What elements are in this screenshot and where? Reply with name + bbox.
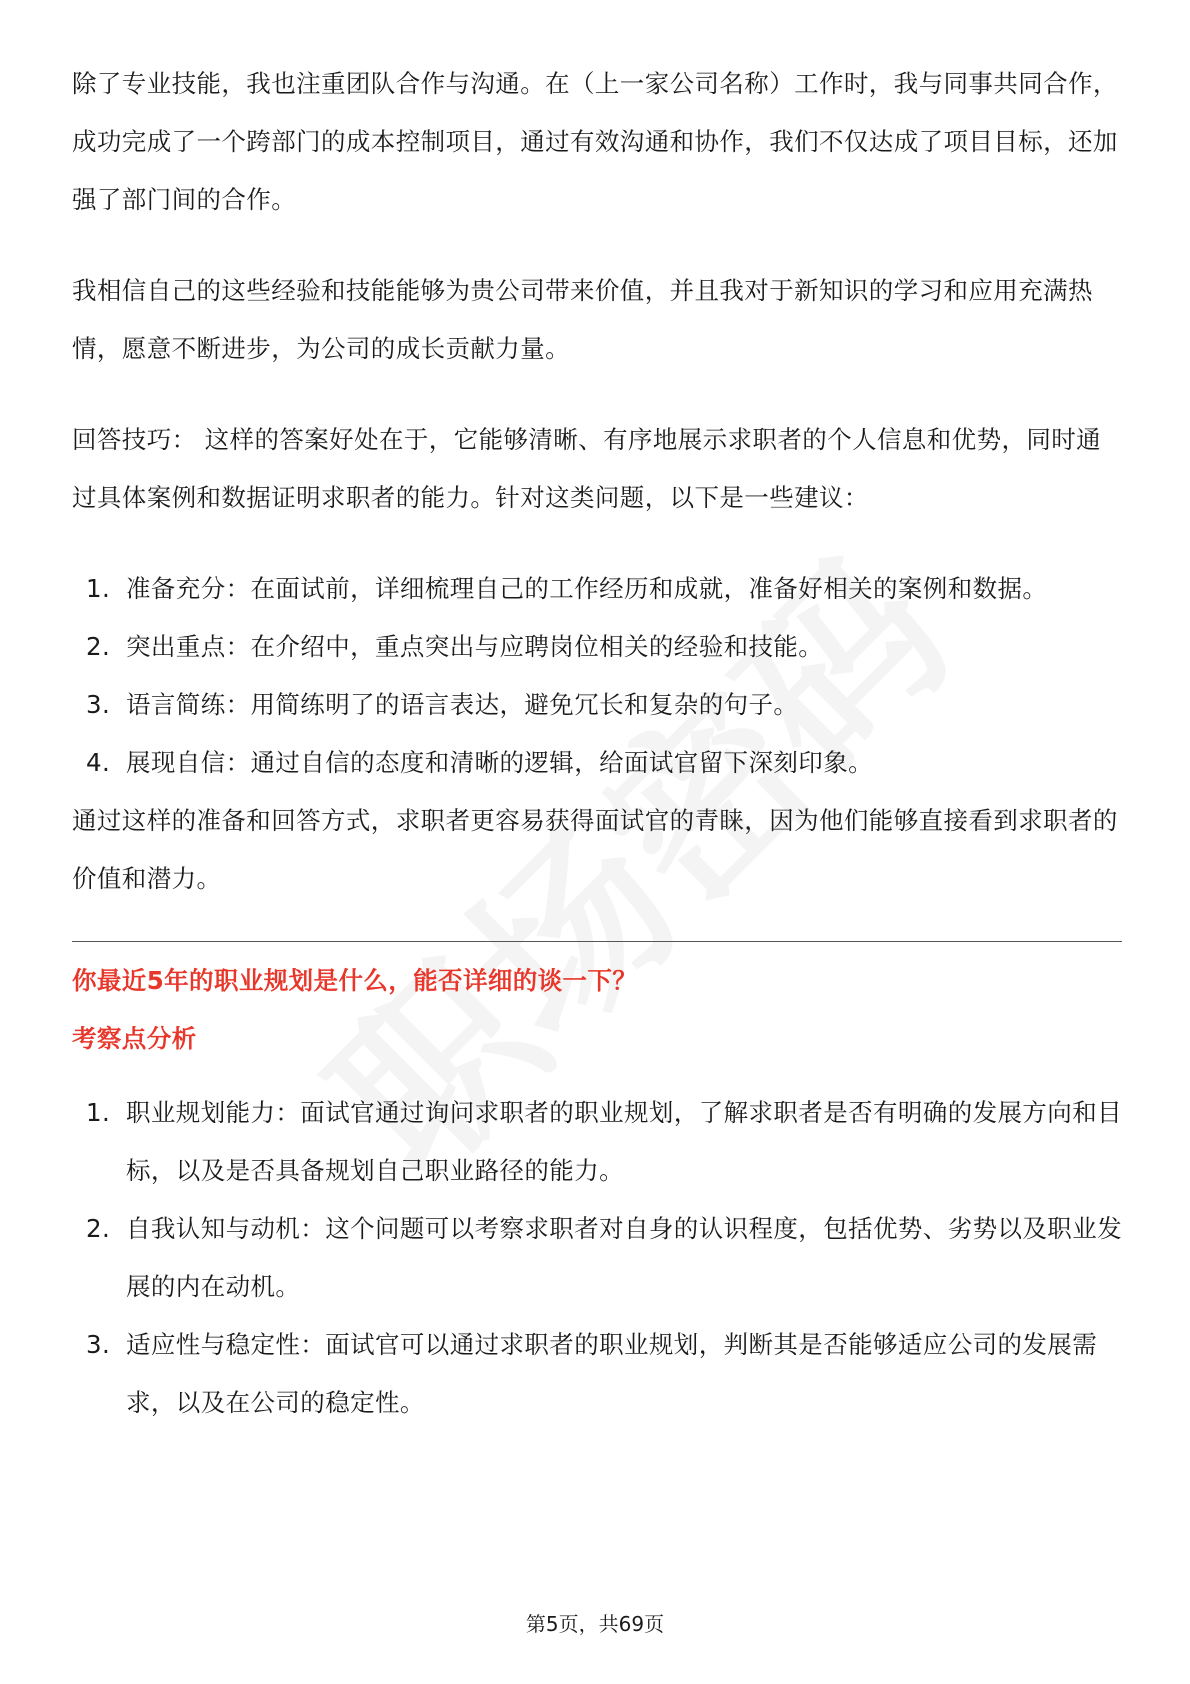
list-item xyxy=(72,734,1122,792)
list-item-text: 自我认知与动机：这个问题可以考察求职者对自身的认识程度，包括优势、劣势以及职业发展的内在动机。 xyxy=(126,1214,1122,1301)
page-content xyxy=(72,55,1122,1432)
list-item-text: 适应性与稳定性：面试官可以通过求职者的职业规划，判断其是否能够适应公司的发展需求，以及在公司的稳定性。 xyxy=(126,1330,1098,1417)
list-item xyxy=(72,676,1122,734)
paragraph-answer-tips: 回答技巧： 这样的答案好处在于，它能够清晰、有序地展示求职者的个人信息和优势，同时通过具体案例和数据证明求职者的能力。针对这类问题，以下是一些建议： xyxy=(72,425,1102,512)
list-item xyxy=(72,560,1122,618)
analysis-heading: 考察点分析 xyxy=(72,1024,197,1053)
list-item-number: 1. xyxy=(86,1098,111,1127)
list-item-text: 突出重点：在介绍中，重点突出与应聘岗位相关的经验和技能。 xyxy=(126,632,824,661)
list-item-number: 3. xyxy=(86,1330,111,1359)
tips-list xyxy=(72,560,1122,792)
list-item xyxy=(72,1084,1122,1200)
paragraph-closing: 通过这样的准备和回答方式，求职者更容易获得面试官的青睐，因为他们能够直接看到求职者的价值和潜力。 xyxy=(72,806,1118,893)
analysis-list xyxy=(72,1084,1122,1432)
question-heading: 你最近5年的职业规划是什么，能否详细的谈一下？ xyxy=(72,966,638,995)
list-item-number: 3. xyxy=(86,690,111,719)
section-divider xyxy=(72,941,1122,942)
paragraph-teamwork: 除了专业技能，我也注重团队合作与沟通。在（上一家公司名称）工作时，我与同事共同合作，成功完成了一个跨部门的成本控制项目，通过有效沟通和协作，我们不仅达成了项目目标，还加强了部门间的合作。 xyxy=(72,69,1118,214)
list-item xyxy=(72,1316,1122,1432)
list-item-number: 2. xyxy=(86,632,111,661)
list-item-number: 4. xyxy=(86,748,111,777)
list-item xyxy=(72,1200,1122,1316)
list-item-text: 准备充分：在面试前，详细梳理自己的工作经历和成就，准备好相关的案例和数据。 xyxy=(126,574,1048,603)
page-footer: 第5页，共69页 xyxy=(525,1612,665,1636)
list-item-text: 语言简练：用简练明了的语言表达，避免冗长和复杂的句子。 xyxy=(126,690,799,719)
list-item xyxy=(72,618,1122,676)
paragraph-value: 我相信自己的这些经验和技能能够为贵公司带来价值，并且我对于新知识的学习和应用充满热情，愿意不断进步，为公司的成长贡献力量。 xyxy=(72,276,1093,363)
list-item-text: 展现自信：通过自信的态度和清晰的逻辑，给面试官留下深刻印象。 xyxy=(126,748,873,777)
list-item-number: 1. xyxy=(86,574,111,603)
list-item-number: 2. xyxy=(86,1214,111,1243)
list-item-text: 职业规划能力：面试官通过询问求职者的职业规划，了解求职者是否有明确的发展方向和目标，以及是否具备规划自己职业路径的能力。 xyxy=(126,1098,1122,1185)
